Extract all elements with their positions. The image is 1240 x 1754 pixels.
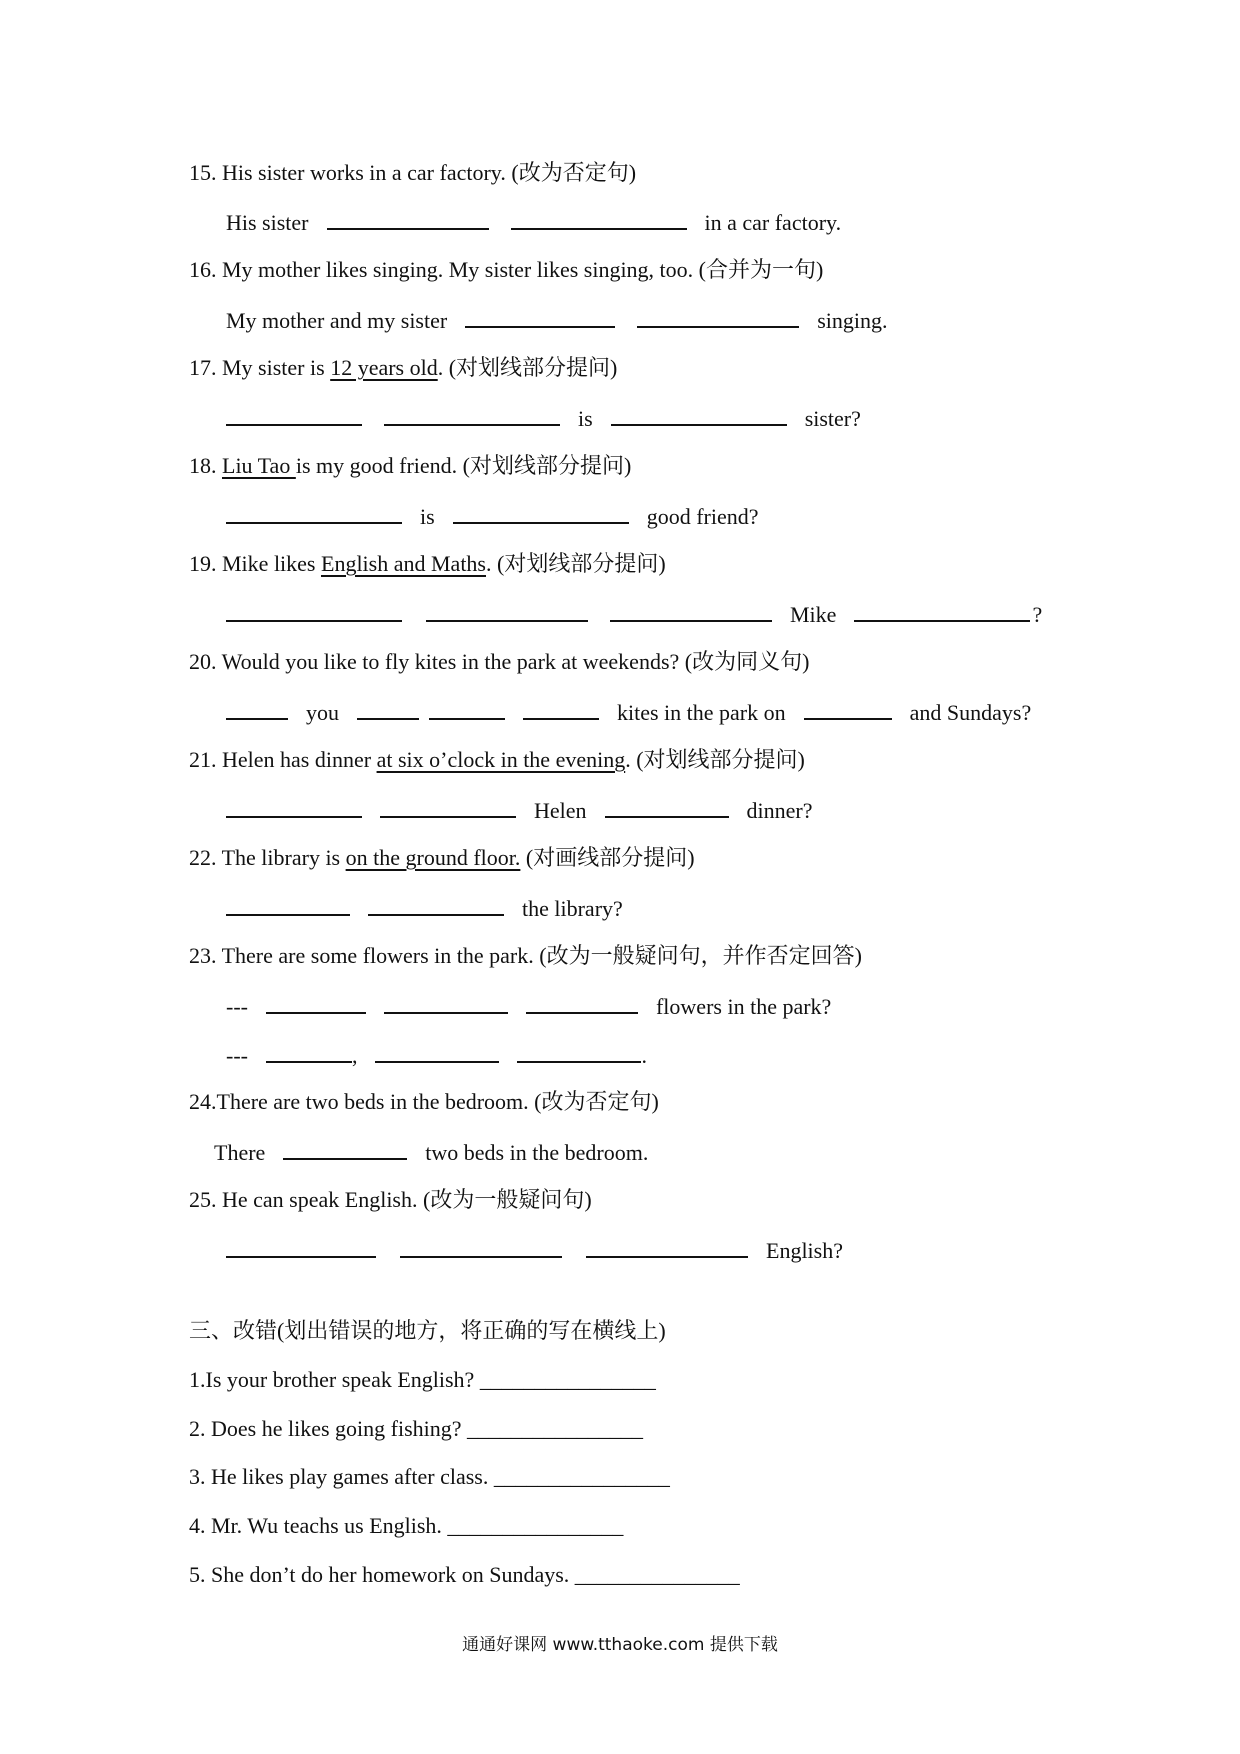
question-text: 16. My mother likes singing. My sister likes singing, too. (合并为一句): [189, 257, 824, 282]
question-text: 17. My sister is: [189, 355, 331, 380]
correction-item: [189, 1462, 670, 1492]
question-text: 19. Mike likes: [189, 551, 321, 576]
question-text: 23. There are some flowers in the park. (改为一般疑问句，并作否定回答): [189, 943, 862, 968]
underlined-part: on the ground floor.: [345, 845, 521, 870]
answer-blank[interactable]: [384, 402, 560, 426]
answer-blank[interactable]: [610, 598, 772, 622]
question-20: [189, 647, 809, 677]
answer-text: ?: [1032, 602, 1043, 627]
question-text: 18.: [189, 453, 222, 478]
answer-text: kites in the park on: [617, 700, 786, 725]
question-17: [189, 353, 617, 383]
question-23: [189, 941, 862, 971]
answer-text: and Sundays?: [909, 700, 1032, 725]
correction-item: [189, 1511, 623, 1541]
question-18: [189, 451, 631, 481]
correction-text: 1.Is your brother speak English? ________________: [189, 1367, 656, 1392]
answer-blank[interactable]: [453, 500, 629, 524]
question-instruction: . (对划线部分提问): [486, 551, 666, 576]
page-footer: 通通好课网 www.tthaoke.com 提供下载: [462, 1635, 778, 1655]
answer-blank[interactable]: [384, 990, 508, 1014]
correction-text: 5. She don’t do her homework on Sundays. _______________: [189, 1562, 740, 1587]
question-instruction: . (对划线部分提问): [437, 355, 618, 380]
answer-blank[interactable]: [375, 1039, 499, 1063]
answer-text: flowers in the park?: [655, 994, 832, 1019]
answer-text: singing.: [817, 308, 888, 333]
correction-item: [189, 1365, 656, 1395]
dash: ---: [226, 994, 248, 1019]
answer-blank[interactable]: [605, 794, 729, 818]
question-25: [189, 1185, 592, 1215]
correction-item: [189, 1414, 643, 1444]
answer-text: in a car factory.: [704, 210, 842, 235]
answer-blank[interactable]: [400, 1234, 562, 1258]
correction-text: 3. He likes play games after class. ________________: [189, 1464, 670, 1489]
section-3-title: [189, 1316, 666, 1346]
question-24: [189, 1087, 659, 1117]
underlined-part: Liu Tao: [222, 453, 296, 478]
answer-text: sister?: [804, 406, 861, 431]
answer-text: Helen: [534, 798, 587, 823]
answer-text: dinner?: [746, 798, 813, 823]
answer-20: [226, 696, 1031, 726]
underlined-part: 12 years old: [330, 355, 438, 380]
answer-blank[interactable]: [804, 696, 892, 720]
answer-22: [226, 892, 623, 922]
answer-blank[interactable]: [511, 206, 687, 230]
period: .: [641, 1043, 647, 1068]
answer-text: you: [306, 700, 339, 725]
answer-text: two beds in the bedroom.: [425, 1140, 649, 1165]
question-text: 22. The library is: [189, 845, 346, 870]
answer-16: [226, 304, 888, 334]
answer-blank[interactable]: [523, 696, 599, 720]
dash: ---: [226, 1043, 248, 1068]
answer-blank[interactable]: [429, 696, 505, 720]
comma: ,: [351, 1043, 358, 1068]
answer-blank[interactable]: [226, 598, 402, 622]
question-16: [189, 255, 823, 285]
underlined-part: English and Maths: [321, 551, 486, 576]
question-instruction: is my good friend. (对划线部分提问): [295, 453, 632, 478]
answer-21: [226, 794, 813, 824]
question-19: [189, 549, 666, 579]
answer-blank[interactable]: [226, 1234, 376, 1258]
answer-blank[interactable]: [526, 990, 638, 1014]
question-text: 24.There are two beds in the bedroom. (改为否定句): [189, 1089, 659, 1114]
answer-blank[interactable]: [226, 402, 362, 426]
answer-text: the library?: [522, 896, 623, 921]
question-text: 25. He can speak English. (改为一般疑问句): [189, 1187, 592, 1212]
answer-23-reply: [226, 1039, 647, 1069]
question-text: 21. Helen has dinner: [189, 747, 377, 772]
answer-text: There: [214, 1140, 266, 1165]
answer-15: [226, 206, 841, 236]
answer-text: is: [420, 504, 435, 529]
question-text: 20. Would you like to fly kites in the park at weekends? (改为同义句): [189, 649, 810, 674]
answer-blank[interactable]: [226, 500, 402, 524]
answer-text: His sister: [226, 210, 309, 235]
answer-blank[interactable]: [226, 794, 362, 818]
question-instruction: (对画线部分提问): [520, 845, 695, 870]
answer-text: good friend?: [646, 504, 759, 529]
question-15: [189, 158, 636, 188]
answer-blank[interactable]: [266, 1039, 352, 1063]
answer-19: [226, 598, 1042, 628]
answer-blank[interactable]: [266, 990, 366, 1014]
answer-blank[interactable]: [637, 304, 799, 328]
underlined-part: at six o’clock in the evening: [376, 747, 626, 772]
answer-blank[interactable]: [611, 402, 787, 426]
answer-blank[interactable]: [517, 1039, 641, 1063]
question-21: [189, 745, 805, 775]
answer-blank[interactable]: [854, 598, 1030, 622]
answer-text: Mike: [790, 602, 837, 627]
answer-23-question: [226, 990, 831, 1020]
answer-blank[interactable]: [226, 696, 288, 720]
answer-text: English?: [766, 1238, 843, 1263]
answer-25: [226, 1234, 843, 1264]
answer-24: [214, 1136, 648, 1166]
answer-text: My mother and my sister: [226, 308, 448, 333]
section-heading: 三、改错(划出错误的地方，将正确的写在横线上): [189, 1318, 666, 1343]
question-22: [189, 843, 695, 873]
answer-blank[interactable]: [380, 794, 516, 818]
correction-text: 2. Does he likes going fishing? ________________: [189, 1416, 644, 1441]
answer-blank[interactable]: [368, 892, 504, 916]
correction-item: [189, 1560, 740, 1590]
answer-blank[interactable]: [357, 696, 419, 720]
answer-text: is: [578, 406, 593, 431]
answer-blank[interactable]: [586, 1234, 748, 1258]
answer-blank[interactable]: [226, 892, 350, 916]
answer-blank[interactable]: [283, 1136, 407, 1160]
answer-18: [226, 500, 758, 530]
answer-17: [226, 402, 861, 432]
answer-blank[interactable]: [426, 598, 588, 622]
question-instruction: . (对划线部分提问): [625, 747, 805, 772]
answer-blank[interactable]: [327, 206, 489, 230]
question-text: 15. His sister works in a car factory.: [189, 160, 512, 185]
correction-text: 4. Mr. Wu teachs us English. ________________: [189, 1513, 624, 1538]
answer-blank[interactable]: [465, 304, 615, 328]
question-instruction: (改为否定句): [511, 160, 637, 185]
